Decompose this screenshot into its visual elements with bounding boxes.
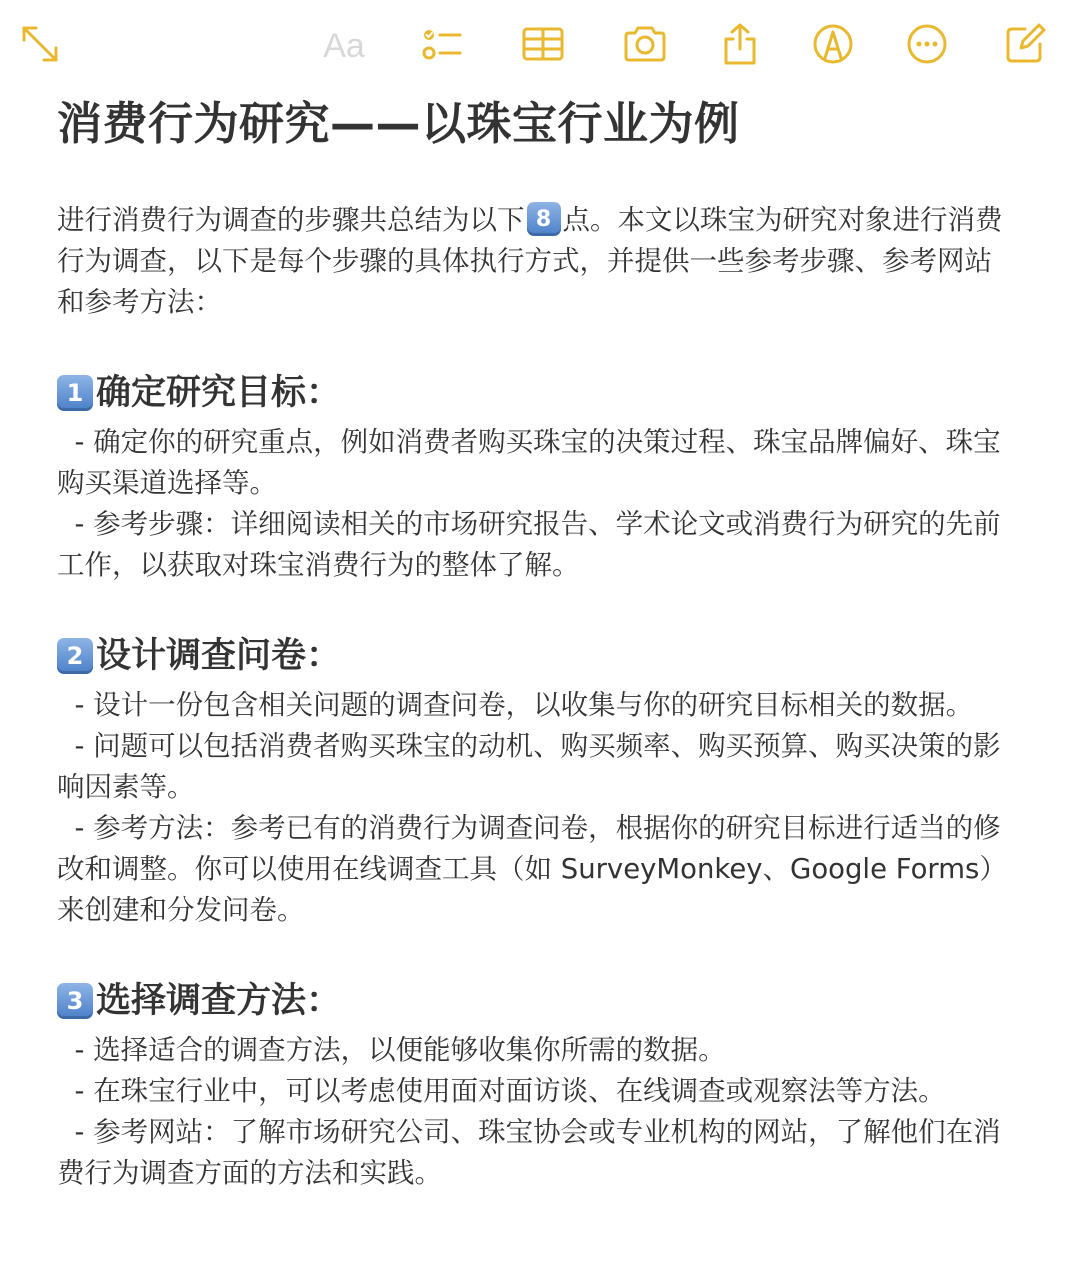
section-line: - 设计一份包含相关问题的调查问卷，以收集与你的研究目标相关的数据。 xyxy=(74,689,974,721)
section-heading xyxy=(57,972,1017,1030)
section-heading-text: 选择调查方法： xyxy=(96,981,342,1021)
section-line: - 参考方法：参考已有的消费行为调查问卷，根据你的研究目标进行适当的修改和调整。你可以使用在线调查工具（如 SurveyMonkey、Google Forms）来创建和分发问卷。 xyxy=(57,812,1007,926)
intro-after: 点。本文以珠宝为研究对象进行消费行为调查，以下是每个步骤的具体执行方式，并提供一些参考步骤、参考网站和参考方法： xyxy=(57,204,1003,318)
section-heading-text: 设计调查问卷： xyxy=(96,636,342,676)
number-1-keycap-icon: 1 xyxy=(57,375,93,411)
section-line: - 参考网站：了解市场研究公司、珠宝协会或专业机构的网站，了解他们在消费行为调查方面的方法和实践。 xyxy=(57,1116,1001,1189)
format-text-button[interactable] xyxy=(314,24,374,68)
checklist-icon[interactable] xyxy=(420,22,464,66)
more-icon[interactable] xyxy=(905,22,949,66)
section-heading xyxy=(57,627,1017,685)
camera-icon[interactable] xyxy=(623,22,667,66)
compose-icon[interactable] xyxy=(1003,22,1047,66)
note-body[interactable] xyxy=(57,92,1017,1194)
note-toolbar xyxy=(0,0,1080,90)
section-line: - 确定你的研究重点，例如消费者购买珠宝的决策过程、珠宝品牌偏好、珠宝购买渠道选择等。 xyxy=(57,426,1001,499)
intro-before: 进行消费行为调查的步骤共总结为以下 xyxy=(57,204,525,236)
note-title: 消费行为研究——以珠宝行业为例 xyxy=(57,97,740,150)
number-2-keycap-icon: 2 xyxy=(57,638,93,674)
section-line: - 选择适合的调查方法，以便能够收集你所需的数据。 xyxy=(74,1034,726,1066)
section-heading-text: 确定研究目标： xyxy=(96,373,342,413)
number-8-keycap-icon: 8 xyxy=(527,202,561,236)
markup-pen-icon[interactable] xyxy=(811,22,855,66)
section-heading xyxy=(57,364,1017,422)
intro-paragraph xyxy=(57,200,1017,323)
section-line: - 参考步骤：详细阅读相关的市场研究报告、学术论文或消费行为研究的先前工作，以获取对珠宝消费行为的整体了解。 xyxy=(57,508,1001,581)
section-line: - 在珠宝行业中，可以考虑使用面对面访谈、在线调查或观察法等方法。 xyxy=(74,1075,946,1107)
number-3-keycap-icon: 3 xyxy=(57,983,93,1019)
table-icon[interactable] xyxy=(521,22,565,66)
share-icon[interactable] xyxy=(718,22,762,66)
section-line: - 问题可以包括消费者购买珠宝的动机、购买频率、购买预算、购买决策的影响因素等。 xyxy=(57,730,1001,803)
expand-arrows-icon[interactable] xyxy=(18,22,62,66)
format-text-label: Aa xyxy=(323,26,365,65)
